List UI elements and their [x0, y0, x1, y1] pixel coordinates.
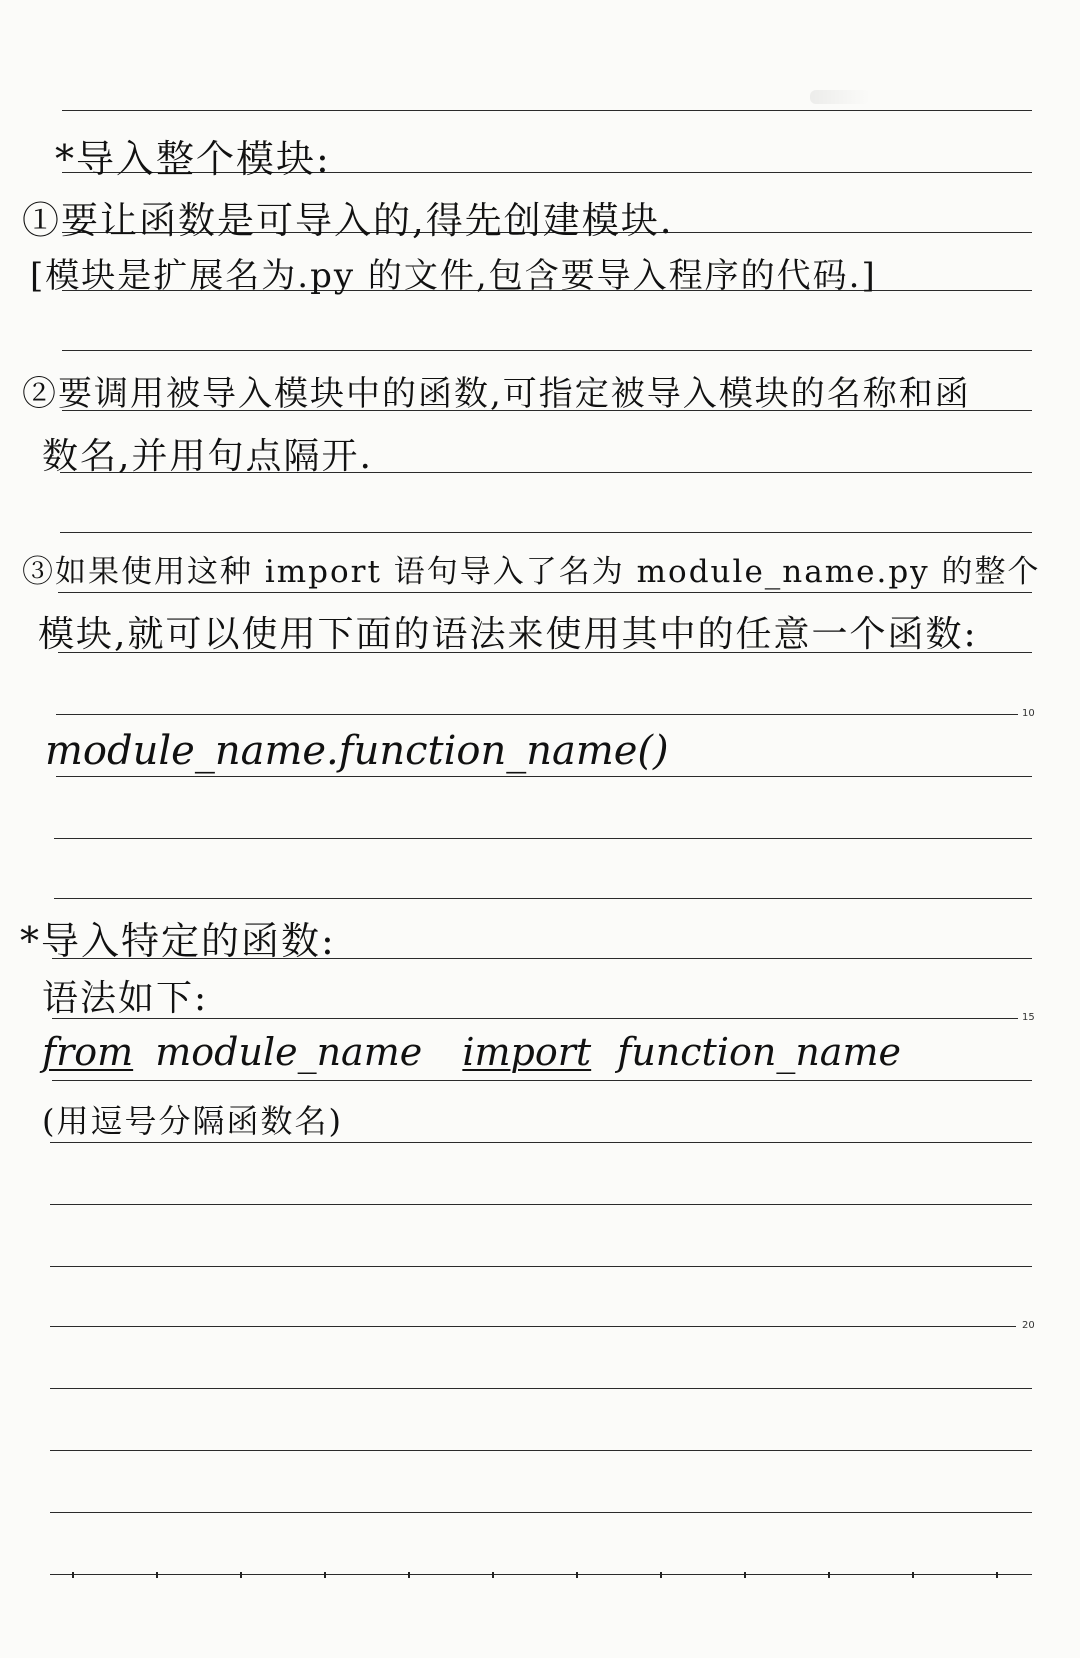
item2-line1: ②要调用被导入模块中的函数,可指定被导入模块的名称和函 — [22, 374, 971, 414]
ruler-tick — [156, 1572, 158, 1578]
ruler-tick — [240, 1572, 242, 1578]
ruler-tick — [408, 1572, 410, 1578]
syntax-module-name: module_name — [155, 1030, 423, 1074]
ruled-line — [50, 1512, 1032, 1513]
syntax-line — [42, 1030, 901, 1074]
ruler-tick — [828, 1572, 830, 1578]
ruler-tick — [660, 1572, 662, 1578]
ruler-tick — [324, 1572, 326, 1578]
line-number-15: 15 — [1022, 1012, 1035, 1023]
item1-line2: [模块是扩展名为.py 的文件,包含要导入程序的代码.] — [30, 256, 877, 296]
line-number-10: 10 — [1022, 708, 1035, 719]
syntax-note: (用逗号分隔函数名) — [42, 1102, 343, 1140]
ruled-line — [54, 898, 1032, 899]
syntax-label: 语法如下: — [42, 978, 209, 1019]
ruled-line — [50, 1388, 1032, 1389]
ruled-line — [62, 350, 1032, 351]
item3-line1: ③如果使用这种 import 语句导入了名为 module_name.py 的整个 — [22, 554, 1041, 590]
ruler-tick — [996, 1572, 998, 1578]
ruled-line — [50, 1326, 1016, 1327]
item3-line2: 模块,就可以使用下面的语法来使用其中的任意一个函数: — [38, 614, 978, 655]
keyword-from: from — [42, 1030, 134, 1074]
ruled-line — [52, 1080, 1032, 1081]
keyword-import: import — [462, 1030, 592, 1074]
ruled-line — [56, 714, 1018, 715]
syntax-function-name: function_name — [617, 1030, 901, 1074]
ruler-tick — [72, 1572, 74, 1578]
ruled-line — [58, 592, 1032, 593]
ruler-tick — [912, 1572, 914, 1578]
item1-line1: ①要让函数是可导入的,得先创建模块. — [22, 199, 674, 242]
line-number-20: 20 — [1022, 1320, 1035, 1331]
ruler-tick — [576, 1572, 578, 1578]
ruled-line — [60, 532, 1032, 533]
item2-line2: 数名,并用句点隔开. — [42, 436, 373, 477]
ruled-line — [50, 1204, 1032, 1205]
ruled-line — [50, 1450, 1032, 1451]
code-function-call: module_name.function_name() — [45, 728, 669, 774]
ruled-line — [50, 1142, 1032, 1143]
section2-heading: *导入特定的函数: — [20, 919, 336, 963]
section1-heading: *导入整个模块: — [55, 137, 331, 181]
ruled-line — [56, 776, 1032, 777]
ruler-tick — [744, 1572, 746, 1578]
paper-smudge — [810, 90, 870, 104]
ruled-line — [62, 110, 1032, 111]
ruled-line — [54, 838, 1032, 839]
ruled-line — [50, 1266, 1032, 1267]
ruler-tick — [492, 1572, 494, 1578]
ruled-line — [50, 1574, 1032, 1575]
